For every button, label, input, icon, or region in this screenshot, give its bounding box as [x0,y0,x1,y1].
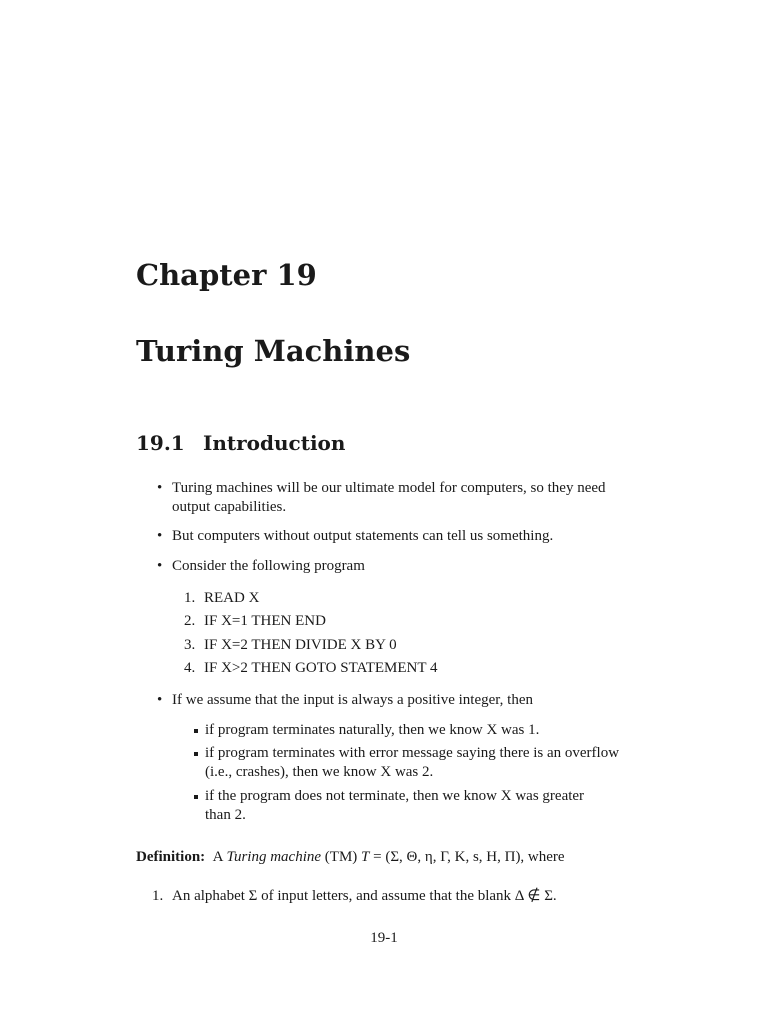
program-line-text: IF X=2 THEN DIVIDE X BY 0 [204,637,397,653]
program-line-text: READ X [204,590,260,606]
definition-tuple: = (Σ, Θ, η, Γ, K, s, H, Π), where [369,849,565,865]
bullet-icon: • [157,692,163,708]
program-line-number: 3. [184,637,196,653]
program-line [184,589,260,608]
square-bullet-icon [194,729,198,733]
program-line-text: IF X=1 THEN END [204,613,326,629]
definition-term: Turing machine [226,849,322,865]
definition [136,848,565,867]
bullet-text-line: Turing machines will be our ultimate model for computers, so they need [172,480,606,496]
outcome-text-line: (i.e., crashes), then we know X was 2. [205,764,434,780]
program-line-text: IF X>2 THEN GOTO STATEMENT 4 [204,660,438,676]
definition-item-text: An alphabet Σ of input letters, and assume that the blank Δ ∉ Σ. [172,888,557,904]
list-item [157,691,634,710]
program-line-number: 4. [184,660,196,676]
bullet-text: Consider the following program [172,558,365,574]
outcome-item [205,787,633,825]
program-line [184,636,397,655]
definition-abbrev: (TM) [324,849,358,865]
chapter-title: Turing Machines [136,334,411,368]
program-line-number: 2. [184,613,196,629]
bullet-text-line: output capabilities. [172,499,287,515]
outcome-item [205,721,633,740]
outcome-text-line: if the program does not terminate, then we know X was greater [205,788,585,804]
outcome-text-line: than 2. [205,807,246,823]
list-item [157,557,634,576]
definition-symbol: T [361,849,370,865]
program-line [184,659,438,678]
bullet-icon: • [157,480,163,496]
page-number: 19-1 [370,930,398,946]
definition-item [152,887,557,906]
program-line [184,612,326,631]
outcome-text-line: if program terminates naturally, then we know X was 1. [205,722,540,738]
chapter-label: Chapter 19 [136,258,317,292]
section-number: 19.1 [136,431,185,455]
square-bullet-icon [194,752,198,756]
definition-lead: A [212,849,223,865]
bullet-icon: • [157,558,163,574]
list-item [157,527,634,546]
outcome-text-line: if program terminates with error message saying there is an overflow [205,745,620,761]
section-heading [136,431,345,455]
definition-item-number: 1. [152,888,164,904]
bullet-icon: • [157,528,163,544]
bullet-text: But computers without output statements can tell us something. [172,528,554,544]
program-line-number: 1. [184,590,196,606]
list-item [157,479,634,517]
definition-label: Definition: [136,849,206,865]
square-bullet-icon [194,795,198,799]
outcome-item [205,744,633,782]
section-title: Introduction [203,431,346,455]
bullet-text: If we assume that the input is always a positive integer, then [172,692,533,708]
